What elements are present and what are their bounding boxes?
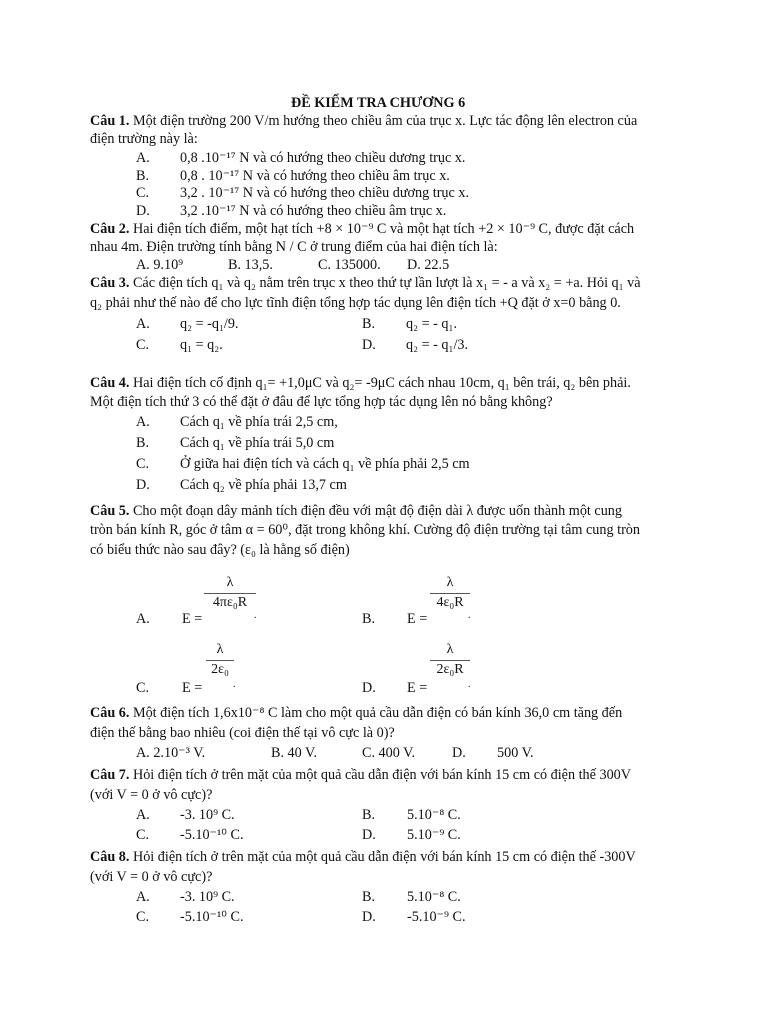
q3-option-b-text: q₂ = - q₁. <box>406 316 457 332</box>
question-6-line-2: điện thế bằng bao nhiêu (coi điện thế tại vô cực là 0)? <box>90 725 395 741</box>
question-3-line-2: q₂ phải như thế nào để cho lực tĩnh điện tổng hợp tác dụng lên điện tích +Q đặt ở x=0 bằng 0. <box>90 295 621 311</box>
question-5-line-2: tròn bán kính R, góc ở tâm α = 60⁰, đặt trong không khí. Cường độ điện trường tại tâm cung tròn <box>90 522 640 538</box>
q5-option-c-denominator: 2ε₀ <box>211 662 229 677</box>
q1-option-d-letter: D. <box>136 203 150 219</box>
q5-option-c-e-label: E = <box>182 680 203 696</box>
q3-option-b-letter: B. <box>362 316 376 332</box>
question-6-label: Câu 6. <box>90 705 130 721</box>
question-8-line-1 <box>90 848 636 866</box>
q7-option-d-letter: D. <box>362 827 376 843</box>
question-8-line-2: (với V = 0 ở vô cực)? <box>90 869 213 885</box>
q3-option-c-letter: C. <box>136 337 150 353</box>
q5-option-c-fraction <box>206 642 234 679</box>
question-3-line-1 <box>90 274 641 292</box>
q4-option-c-letter: C. <box>136 456 150 472</box>
q6-option-d-letter: D. <box>452 745 466 761</box>
q1-option-a-letter: A. <box>136 150 150 166</box>
q5-option-d-numerator: λ <box>446 642 454 657</box>
question-1-label: Câu 1. <box>90 113 130 129</box>
q5-option-c-dot: . <box>233 679 236 690</box>
q7-option-a-letter: A. <box>136 807 150 823</box>
q7-option-b-letter: B. <box>362 807 376 823</box>
q5-option-d-dot: . <box>468 679 471 690</box>
q8-option-b-text: 5.10⁻⁸ C. <box>407 889 461 905</box>
q4-option-c-text: Ở giữa hai điện tích và cách q₁ về phía phải 2,5 cm <box>180 456 470 472</box>
q5-option-c-numerator: λ <box>216 642 224 657</box>
q8-option-b-letter: B. <box>362 889 376 905</box>
q5-option-a-denominator: 4πε₀R <box>212 595 248 610</box>
question-6-text: Một điện tích 1,6x10⁻⁸ C làm cho một quả cầu dẫn điện có bán kính 36,0 cm tăng đến <box>132 705 623 721</box>
q5-option-b-e-label: E = <box>407 611 428 627</box>
q8-option-d-letter: D. <box>362 909 376 925</box>
question-2-text: Hai điện tích điểm, một hạt tích +8 × 10⁻⁹ C và một hạt tích +2 × 10⁻⁹ C, được đặt cách <box>132 221 635 237</box>
q5-option-a-fraction <box>204 575 256 612</box>
question-8-text: Hỏi điện tích ở trên mặt của một quả cầu dẫn điện với bán kính 15 cm có điện thế -300V <box>132 849 636 865</box>
q7-option-b-text: 5.10⁻⁸ C. <box>407 807 461 823</box>
q5-option-a-numerator: λ <box>226 575 234 590</box>
q8-option-c-text: -5.10⁻¹⁰ C. <box>180 909 244 925</box>
question-5-text: Cho một đoạn dây mảnh tích điện đều với mật độ điện dài λ được uốn thành một cung <box>132 503 622 519</box>
q1-option-c-text: 3,2 . 10⁻¹⁷ N và có hướng theo chiều dương trục x. <box>180 185 469 201</box>
question-3-text: Các điện tích q₁ và q₂ nằm trên trục x theo thứ tự lần lượt là x₁ = - a và x₂ = +a. Hỏi q₁ và <box>132 275 641 291</box>
question-1-line-2: điện trường này là: <box>90 131 198 147</box>
q3-option-d-letter: D. <box>362 337 376 353</box>
question-2-line-2: nhau 4m. Điện trường tính bằng N / C ở trung điểm của hai điện tích là: <box>90 239 498 255</box>
q6-option-b: B. 40 V. <box>271 745 317 761</box>
question-5-label: Câu 5. <box>90 503 130 519</box>
q4-option-a-letter: A. <box>136 414 150 430</box>
question-8-label: Câu 8. <box>90 849 130 865</box>
question-4-line-1 <box>90 374 631 392</box>
q8-option-c-letter: C. <box>136 909 150 925</box>
q6-option-a: A. 2.10⁻³ V. <box>136 745 206 761</box>
question-2-line-1 <box>90 220 634 238</box>
q5-option-c-letter: C. <box>136 680 150 696</box>
question-5-line-1 <box>90 502 622 520</box>
q5-option-b-letter: B. <box>362 611 376 627</box>
q5-option-b-numerator: λ <box>446 575 454 590</box>
q6-option-d-value: 500 V. <box>497 745 534 761</box>
q5-option-b-fraction <box>430 575 470 612</box>
q5-option-b-denominator: 4ε₀R <box>436 595 464 610</box>
question-1-text: Một điện trường 200 V/m hướng theo chiều âm của trục x. Lực tác động lên electron của <box>132 113 638 129</box>
q2-option-b: B. 13,5. <box>228 257 273 273</box>
q7-option-c-text: -5.10⁻¹⁰ C. <box>180 827 244 843</box>
q5-option-a-e-label: E = <box>182 611 203 627</box>
q1-option-a-text: 0,8 .10⁻¹⁷ N và có hướng theo chiều dương trục x. <box>180 150 466 166</box>
question-2-label: Câu 2. <box>90 221 130 237</box>
question-4-label: Câu 4. <box>90 375 130 391</box>
q5-option-d-denominator: 2ε₀R <box>436 662 464 677</box>
q3-option-a-text: q₂ = -q₁/9. <box>180 316 239 332</box>
question-5-line-3: có biểu thức nào sau đây? (ε₀ là hằng số điện) <box>90 542 350 558</box>
q6-option-c: C. 400 V. <box>362 745 416 761</box>
question-3-label: Câu 3. <box>90 275 130 291</box>
question-6-line-1 <box>90 704 622 722</box>
q2-option-d: D. 22.5 <box>407 257 450 273</box>
q2-option-a: A. 9.10⁹ <box>136 257 184 273</box>
q3-option-a-letter: A. <box>136 316 150 332</box>
q3-option-d-text: q₂ = - q₁/3. <box>406 337 469 353</box>
q2-option-c: C. 135000. <box>318 257 381 273</box>
q7-option-d-text: 5.10⁻⁹ C. <box>407 827 461 843</box>
q5-option-d-e-label: E = <box>407 680 428 696</box>
question-7-label: Câu 7. <box>90 767 130 783</box>
q8-option-d-text: -5.10⁻⁹ C. <box>407 909 466 925</box>
q8-option-a-letter: A. <box>136 889 150 905</box>
q5-option-a-letter: A. <box>136 611 150 627</box>
q1-option-c-letter: C. <box>136 185 150 201</box>
q4-option-b-letter: B. <box>136 435 150 451</box>
q7-option-c-letter: C. <box>136 827 150 843</box>
q5-option-a-dot: . <box>254 610 257 621</box>
q5-option-b-dot: . <box>468 610 471 621</box>
q1-option-d-text: 3,2 .10⁻¹⁷ N và có hướng theo chiều âm trục x. <box>180 203 447 219</box>
q1-option-b-letter: B. <box>136 168 150 184</box>
question-4-line-2: Một điện tích thứ 3 có thể đặt ở đâu để lực tổng hợp tác dụng lên nó bằng không? <box>90 394 553 410</box>
q5-option-d-letter: D. <box>362 680 376 696</box>
q4-option-b-text: Cách q₁ về phía trái 5,0 cm <box>180 435 335 451</box>
q5-option-d-fraction <box>430 642 470 679</box>
question-7-text: Hỏi điện tích ở trên mặt của một quả cầu dẫn điện với bán kính 15 cm có điện thế 300V <box>132 767 632 783</box>
question-7-line-1 <box>90 766 631 784</box>
q4-option-d-letter: D. <box>136 477 150 493</box>
q1-option-b-text: 0,8 . 10⁻¹⁷ N và có hướng theo chiều âm trục x. <box>180 168 450 184</box>
q4-option-a-text: Cách q₁ về phía trái 2,5 cm, <box>180 414 338 430</box>
q7-option-a-text: -3. 10⁹ C. <box>180 807 235 823</box>
question-1-line-1 <box>90 112 637 130</box>
q8-option-a-text: -3. 10⁹ C. <box>180 889 235 905</box>
question-7-line-2: (với V = 0 ở vô cực)? <box>90 787 213 803</box>
q4-option-d-text: Cách q₂ về phía phải 13,7 cm <box>180 477 347 493</box>
question-4-text: Hai điện tích cố định q₁= +1,0μC và q₂= -9μC cách nhau 10cm, q₁ bên trái, q₂ bên phải. <box>132 375 631 391</box>
page-title: ĐỀ KIỂM TRA CHƯƠNG 6 <box>291 95 466 111</box>
q3-option-c-text: q₁ = q₂. <box>180 337 223 353</box>
